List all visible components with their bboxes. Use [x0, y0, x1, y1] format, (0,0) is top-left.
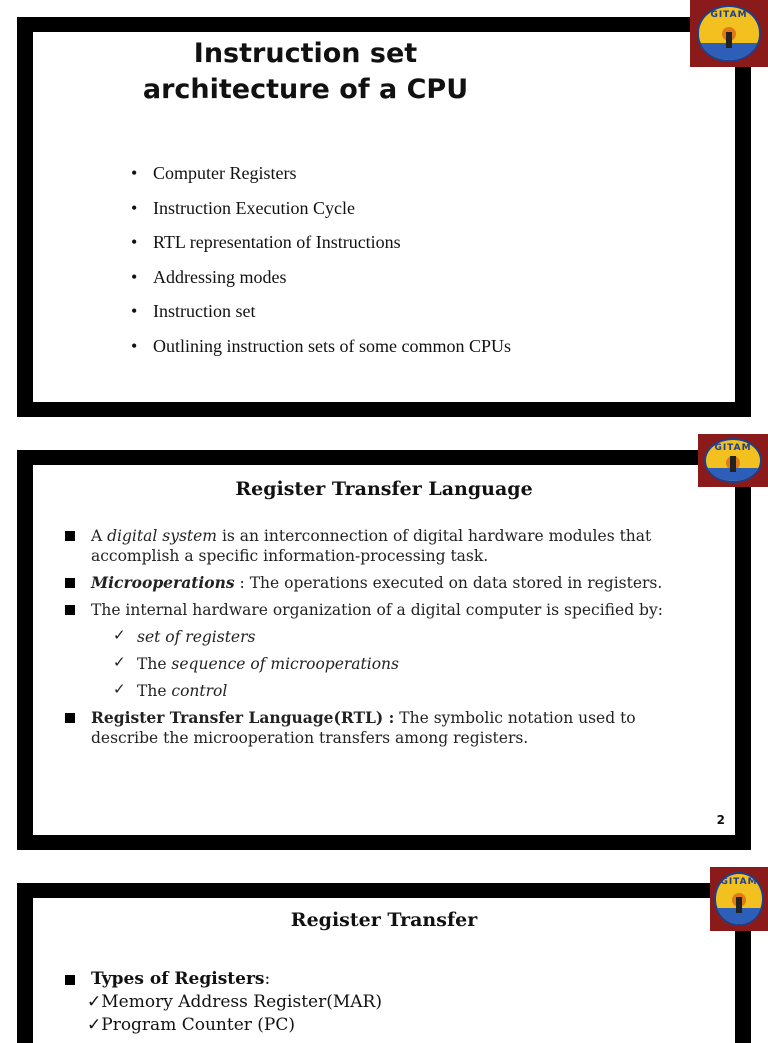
gitam-emblem-icon: GITAM: [714, 872, 763, 926]
gitam-logo: [698, 434, 768, 487]
gitam-logo: [690, 0, 768, 67]
list-item: • Instruction set: [131, 301, 256, 321]
square-bullet-icon: [65, 975, 75, 985]
list-item: • Instruction Execution Cycle: [131, 197, 355, 218]
list-item: The internal hardware organization of a digital computer is specified by:: [61, 600, 705, 620]
list-item: • RTL representation of Instructions: [131, 232, 401, 252]
sub-list-item: ✓Program Counter (PC): [87, 1015, 295, 1035]
list-item: Register Transfer Language(RTL) : The symbolic notation used to describe the microoperation transfers among registers.: [61, 708, 705, 748]
slide-3-content: [33, 898, 735, 1043]
gitam-emblem-icon: GITAM: [697, 5, 762, 61]
slide-2-title: Register Transfer Language: [235, 478, 533, 500]
bullet-icon: •: [131, 301, 138, 321]
square-bullet-icon: [65, 713, 75, 723]
list-item: • Addressing modes: [131, 266, 287, 287]
slide-2-bullet-list: [61, 526, 705, 755]
square-bullet-icon: [65, 531, 75, 541]
list-item: A digital system is an interconnection of digital hardware modules that accomplish a specific information-processing task.: [61, 526, 705, 566]
list-item: Types of Registers:: [61, 968, 382, 991]
sub-list-item: ✓ set of registers: [113, 626, 256, 646]
slide-1-content: [33, 32, 735, 402]
checkmark-icon: ✓: [113, 653, 126, 671]
slide-1: [17, 17, 751, 417]
list-item: Microoperations : The operations executed on data stored in registers.: [61, 573, 705, 593]
sub-list-item: ✓Memory Address Register(MAR): [87, 992, 382, 1012]
checkmark-icon: ✓: [113, 626, 126, 644]
bullet-icon: •: [131, 232, 138, 252]
bullet-icon: •: [131, 163, 138, 183]
slide-3-title: Register Transfer: [290, 909, 478, 931]
gitam-logo: [710, 867, 768, 931]
square-bullet-icon: [65, 578, 75, 588]
list-item: • Computer Registers: [131, 163, 297, 183]
bullet-icon: •: [131, 197, 138, 218]
checkmark-icon: ✓: [87, 992, 102, 1012]
sub-list-item: ✓ The control: [113, 680, 228, 700]
bullet-icon: •: [131, 335, 138, 356]
slide-2-content: [33, 465, 735, 835]
square-bullet-icon: [65, 605, 75, 615]
slide-1-title: Instruction set architecture of a CPU: [142, 38, 469, 105]
page-number: 2: [716, 813, 725, 827]
sub-list-item: ✓ The sequence of microoperations: [113, 653, 399, 673]
slide-3-bullet-list: [61, 968, 382, 1037]
gitam-emblem-icon: GITAM: [704, 438, 763, 483]
list-item: • Outlining instruction sets of some common CPUs: [131, 335, 511, 356]
checkmark-icon: ✓: [87, 1015, 102, 1035]
slide-2: [17, 450, 751, 850]
bullet-icon: •: [131, 266, 138, 287]
slide-3: [17, 883, 751, 1043]
slide-1-bullet-list: [129, 163, 511, 370]
checkmark-icon: ✓: [113, 680, 126, 698]
